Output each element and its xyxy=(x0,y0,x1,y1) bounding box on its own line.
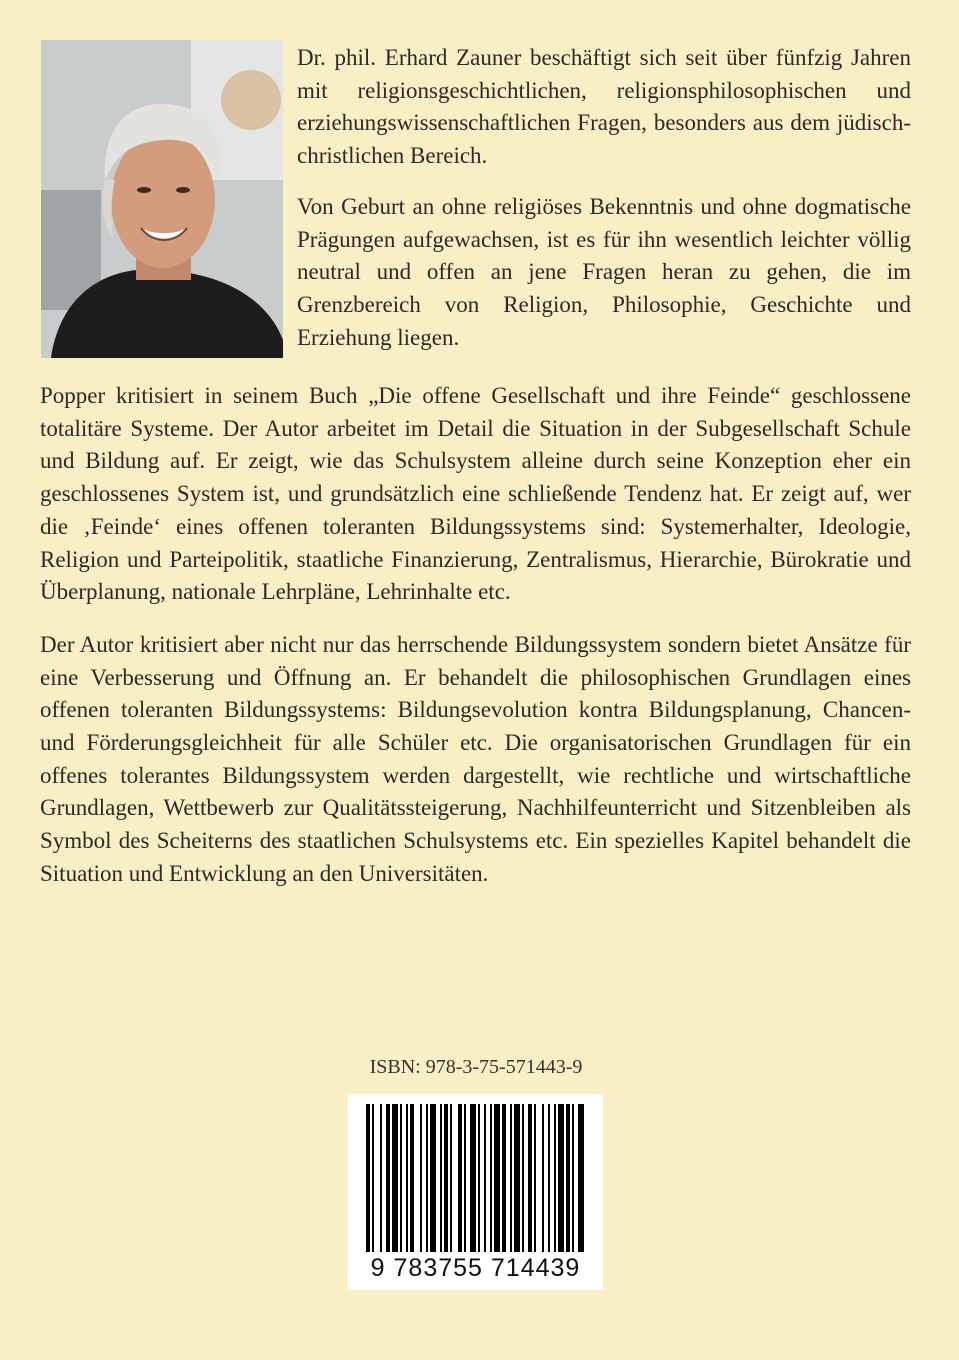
barcode-bar xyxy=(426,1104,428,1252)
barcode-bar xyxy=(578,1104,584,1252)
barcode-bar xyxy=(528,1104,532,1252)
barcode-bar xyxy=(450,1104,452,1252)
barcode-bar xyxy=(572,1104,574,1252)
barcode-bar xyxy=(478,1104,480,1252)
barcode-bar xyxy=(366,1104,370,1252)
barcode-bar xyxy=(458,1104,462,1252)
barcode-bar xyxy=(444,1104,448,1252)
barcode-bar xyxy=(420,1104,422,1252)
barcode-bar xyxy=(522,1104,524,1252)
barcode-bar xyxy=(410,1104,414,1252)
barcode-bar xyxy=(372,1104,374,1252)
author-photo xyxy=(41,40,283,358)
barcode-bar xyxy=(494,1104,500,1252)
bio-paragraph-1: Dr. phil. Erhard Zauner beschäftigt sich seit über fünfzig Jahren mit religionsgeschichtlichen, religionsphilosophischen und erziehungswissenschaftlichen Fragen, besonders aus dem jüdisch-christlichen Bereich. xyxy=(297,45,911,169)
barcode-bar xyxy=(502,1104,506,1252)
barcode-bar xyxy=(484,1104,486,1252)
barcode-bar xyxy=(548,1104,550,1252)
description-paragraph-2: Der Autor kritisiert aber nicht nur das herrschende Bildungssystem sondern bietet Ansätze für eine Verbesserung und Öffnung an. Er behandelt die philosophischen Grundlagen eines offenen toleranten Bildungssystems: Bildungsevolution kontra Bildungsplanung, Chancen- und Förderungsgleichheit für alle Schüler etc. Die organisatorischen Grundlagen für ein offenes tolerantes Bildungssystem werden dargestellt, wie rechtliche und wirtschaftliche Grundlagen, Wettbewerb zur Qualitätssteigerung, Nachhilfeunterricht und Sitzenbleiben als Symbol des Scheiterns des staatlichen Schulsystems etc. Ein spezielles Kapitel behandelt die Situation und Entwicklung an den Universitäten. xyxy=(40,631,911,886)
barcode-bar xyxy=(554,1104,556,1252)
description-paragraph-1: Popper kritisiert in seinem Buch „Die offene Gesellschaft und ihre Feinde“ geschlossene totalitäre Systeme. Der Autor arbeitet im Detail die Situation in der Subgesellschaft Schule und Bildung auf. Er zeigt, wie das Schulsystem alleine durch seine Konzeption eher ein geschlossenes System ist, und grundsätzlich eine schließende Tendenz hat. Er zeigt auf, wer die ‚Feinde‘ eines offenen toleranten Bildungssystems sind: Systemerhalter, Ideologie, Religion und Parteipolitik, staatliche Finanzierung, Zentralismus, Hierarchie, Bürokratie und Überplanung, nationale Lehrpläne, Lehrinhalte etc. xyxy=(40,383,911,605)
barcode-bar xyxy=(510,1104,512,1252)
barcode-bar xyxy=(400,1104,402,1252)
barcode-bar xyxy=(542,1104,544,1252)
isbn-barcode xyxy=(348,1094,603,1290)
book-description xyxy=(40,380,911,911)
author-portrait-icon xyxy=(41,40,283,358)
author-bio xyxy=(297,42,911,372)
barcode-bar xyxy=(566,1104,570,1252)
barcode-bar xyxy=(430,1104,436,1252)
barcode-bar xyxy=(514,1104,520,1252)
barcode-bar xyxy=(534,1104,536,1252)
barcode-bar xyxy=(406,1104,408,1252)
barcode-bar xyxy=(380,1104,382,1252)
barcode-bar xyxy=(490,1104,492,1252)
barcode-digits: 9 783755 714439 xyxy=(370,1254,581,1282)
barcode-bar xyxy=(558,1104,564,1252)
barcode-bar xyxy=(440,1104,442,1252)
barcode-icon xyxy=(348,1094,603,1254)
barcode-bar xyxy=(464,1104,466,1252)
bio-paragraph-2: Von Geburt an ohne religiöses Bekenntnis und ohne dogmatische Prägungen aufgewachsen, ist es für ihn wesentlich leichter völlig neutral und offen an jene Fragen heran zu gehen, die im Grenzbereich von Religion, Philosophie, Geschichte und Erziehung liegen. xyxy=(297,193,911,350)
barcode-bar xyxy=(470,1104,476,1252)
barcode-bar xyxy=(392,1104,398,1252)
isbn-label: ISBN: 978-3-75-571443-9 xyxy=(369,1056,583,1078)
barcode-bar xyxy=(386,1104,390,1252)
